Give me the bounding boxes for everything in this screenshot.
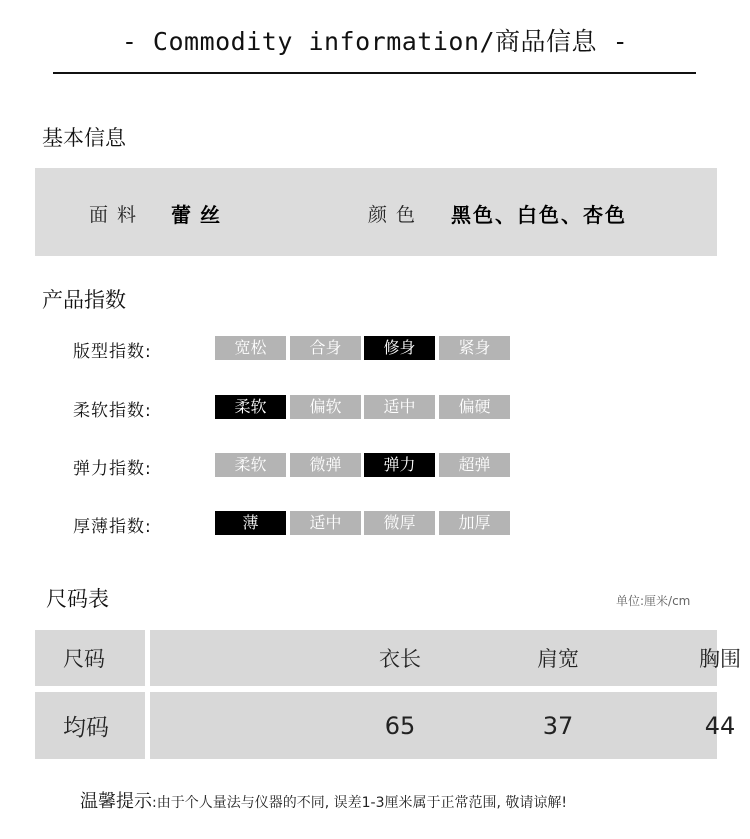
header-cell-size: 尺码: [35, 630, 145, 686]
index-label: 柔软指数:: [73, 401, 152, 421]
fabric-label: 面料: [89, 204, 146, 226]
index-option: 微弹: [290, 453, 361, 477]
cell-chest-value: 44: [704, 711, 736, 740]
size-table-header-row: [35, 630, 741, 686]
header-cell-length: 衣长: [379, 647, 421, 671]
size-chart-heading: 尺码表: [46, 587, 109, 611]
index-option: 偏软: [290, 395, 361, 419]
index-label: 版型指数:: [73, 342, 152, 362]
value-cell-group: [150, 692, 736, 759]
index-option: 紧身: [439, 336, 510, 360]
product-index-heading: 产品指数: [42, 288, 126, 312]
color-label: 颜色: [368, 204, 425, 226]
cell-size-name: 均码: [35, 692, 145, 759]
warm-tip: [80, 787, 567, 813]
index-option: 超弹: [439, 453, 510, 477]
basic-info-heading: 基本信息: [42, 126, 126, 150]
index-option: 偏硬: [439, 395, 510, 419]
index-option-selected: 弹力: [364, 453, 435, 477]
basic-info-band: [35, 168, 717, 256]
fabric-value: 蕾丝: [171, 203, 229, 227]
header-cell-shoulder: 肩宽: [537, 647, 579, 671]
color-value: 黑色、白色、杏色: [451, 203, 627, 227]
header-divider: [53, 72, 696, 74]
index-option: 适中: [364, 395, 435, 419]
page-title: - Commodity information/商品信息 -: [121, 27, 629, 56]
tip-text: :由于个人量法与仪器的不同, 误差1-3厘米属于正常范围, 敬请谅解!: [152, 795, 567, 811]
index-option-selected: 修身: [364, 336, 435, 360]
tip-title: 温馨提示: [80, 791, 152, 812]
index-option: 宽松: [215, 336, 286, 360]
index-option: 适中: [290, 511, 361, 535]
header-cell-group: [150, 630, 741, 686]
index-option: 合身: [290, 336, 361, 360]
index-option: 柔软: [215, 453, 286, 477]
elasticity-index-row: [0, 453, 750, 477]
index-option: 微厚: [364, 511, 435, 535]
unit-note: 单位:厘米/cm: [616, 594, 691, 608]
cell-length-value: 65: [384, 711, 416, 740]
fit-index-row: [0, 336, 750, 360]
index-option: 加厚: [439, 511, 510, 535]
cell-shoulder-value: 37: [542, 711, 574, 740]
index-option-selected: 薄: [215, 511, 286, 535]
thickness-index-row: [0, 511, 750, 535]
header-cell-chest: 胸围: [699, 647, 741, 671]
softness-index-row: [0, 395, 750, 419]
table-row: [35, 692, 736, 759]
index-label: 厚薄指数:: [73, 517, 152, 537]
index-label: 弹力指数:: [73, 459, 152, 479]
index-option-selected: 柔软: [215, 395, 286, 419]
